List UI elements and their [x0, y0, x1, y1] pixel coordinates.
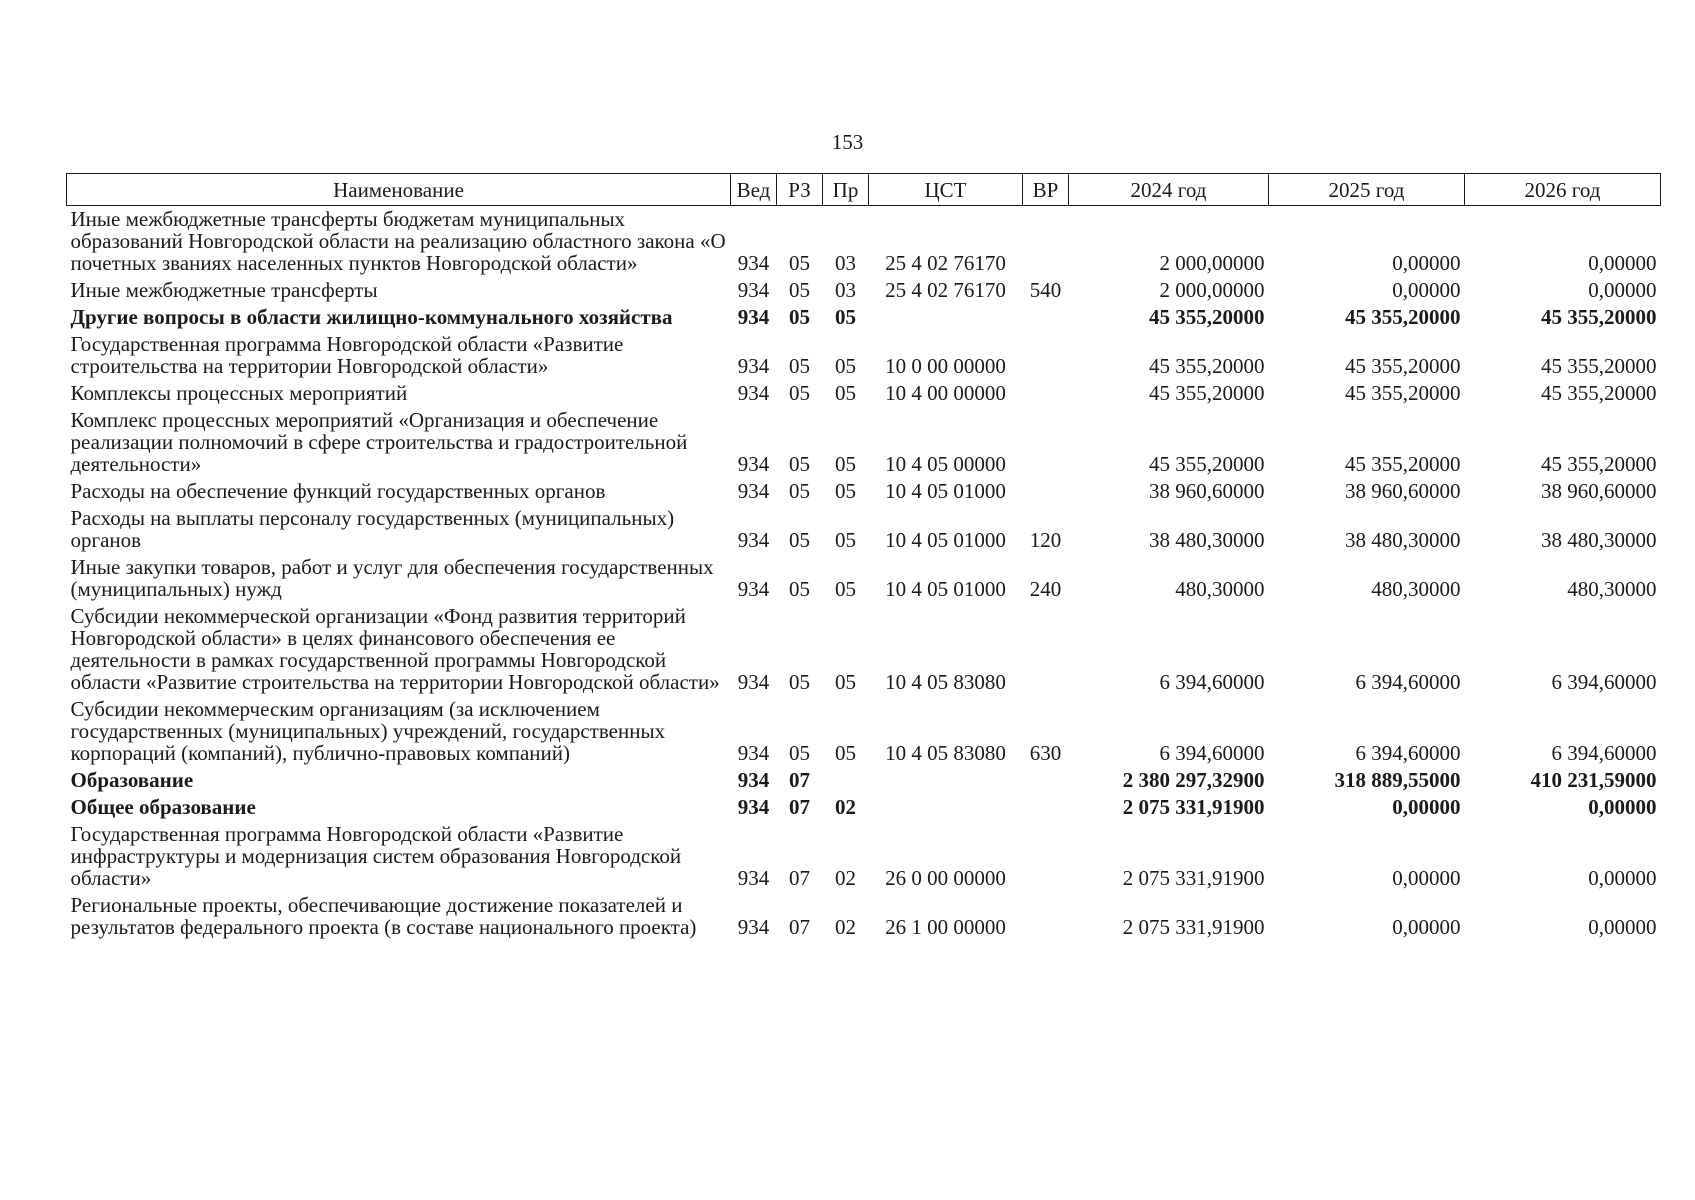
- cell-2025: 45 355,20000: [1345, 305, 1461, 329]
- cell-name: Комплекс процессных мероприятий «Организация и обеспечение реализации полномочий в сфере строительства и градостроительной деятельности»: [70, 408, 688, 476]
- cell-pr: 05: [835, 305, 856, 329]
- cell-2024: 45 355,20000: [1149, 354, 1265, 378]
- cell-name: Общее образование: [70, 795, 256, 819]
- table-row: [67, 331, 1661, 380]
- cell-cst: 25 4 02 76170: [885, 278, 1006, 302]
- cell-2024: 6 394,60000: [1159, 670, 1265, 694]
- cell-2024: 2 000,00000: [1159, 251, 1265, 275]
- cell-2025: 318 889,55000: [1334, 768, 1461, 792]
- table-row: [67, 304, 1661, 331]
- cell-vr: [1023, 478, 1069, 505]
- cell-name: Иные закупки товаров, работ и услуг для обеспечения государственных (муниципальных) нужд: [70, 555, 714, 601]
- cell-pr: 05: [835, 381, 856, 405]
- cell-2026: 6 394,60000: [1551, 741, 1657, 765]
- cell-vr: [1023, 603, 1069, 696]
- cell-2025: 38 960,60000: [1345, 479, 1461, 503]
- cell-rz: 05: [789, 670, 810, 694]
- cell-vr: [1023, 380, 1069, 407]
- cell-2026: 38 480,30000: [1541, 528, 1657, 552]
- cell-ved: 934: [737, 251, 770, 275]
- cell-pr: 05: [835, 577, 856, 601]
- cell-rz: 05: [789, 479, 810, 503]
- cell-pr: 05: [835, 741, 856, 765]
- table-row: [67, 380, 1661, 407]
- table-header: [67, 174, 1661, 206]
- cell-2026: 410 231,59000: [1530, 768, 1657, 792]
- cell-pr: 05: [835, 670, 856, 694]
- cell-ved: 934: [737, 866, 770, 890]
- cell-name: Расходы на обеспечение функций государственных органов: [70, 479, 606, 503]
- cell-ved: 934: [737, 915, 770, 939]
- cell-pr: 02: [835, 795, 856, 819]
- cell-2024: 38 960,60000: [1149, 479, 1265, 503]
- cell-pr: 05: [835, 528, 856, 552]
- cell-rz: 05: [789, 381, 810, 405]
- cell-2025: 0,00000: [1392, 915, 1461, 939]
- cell-2026: 45 355,20000: [1541, 452, 1657, 476]
- cell-name: Региональные проекты, обеспечивающие достижение показателей и результатов федерального проекта (в составе национального проекта): [70, 893, 697, 939]
- cell-cst: 10 4 05 01000: [885, 528, 1006, 552]
- cell-2026: 480,30000: [1567, 577, 1657, 601]
- cell-cst: 10 4 05 83080: [885, 670, 1006, 694]
- cell-2026: 45 355,20000: [1541, 381, 1657, 405]
- table-row: [67, 821, 1661, 892]
- table-row: [67, 407, 1661, 478]
- table-row: [67, 206, 1661, 278]
- cell-2025: 45 355,20000: [1345, 381, 1461, 405]
- table-row: [67, 767, 1661, 794]
- cell-2026: 6 394,60000: [1551, 670, 1657, 694]
- cell-rz: 05: [789, 305, 810, 329]
- cell-pr: 03: [835, 251, 856, 275]
- cell-vr: [1023, 206, 1069, 278]
- cell-vr: [1023, 892, 1069, 941]
- cell-2024: 480,30000: [1175, 577, 1265, 601]
- cell-2025: 45 355,20000: [1345, 354, 1461, 378]
- cell-2025: 0,00000: [1392, 251, 1461, 275]
- cell-cst: [869, 304, 1023, 331]
- cell-rz: 05: [789, 251, 810, 275]
- table-row: [67, 277, 1661, 304]
- cell-2025: 0,00000: [1392, 278, 1461, 302]
- cell-ved: 934: [737, 305, 770, 329]
- cell-vr: 240: [1029, 577, 1062, 601]
- cell-pr: [823, 767, 869, 794]
- cell-rz: 05: [789, 577, 810, 601]
- cell-name: Государственная программа Новгородской области «Развитие инфраструктуры и модернизация систем образования Новгородской области»: [70, 822, 682, 890]
- header-rz: РЗ: [777, 174, 823, 206]
- cell-pr: 05: [835, 479, 856, 503]
- cell-cst: [869, 794, 1023, 821]
- cell-2024: 2 075 331,91900: [1122, 795, 1265, 819]
- table-row: [67, 794, 1661, 821]
- cell-name: Субсидии некоммерческим организациям (за исключением государственных (муниципальных) учреждений, государственных корпораций (компаний), публично-правовых компаний): [70, 697, 666, 765]
- cell-2026: 0,00000: [1588, 915, 1657, 939]
- cell-ved: 934: [737, 670, 770, 694]
- cell-cst: [869, 767, 1023, 794]
- table-row: [67, 696, 1661, 767]
- cell-cst: 10 4 05 01000: [885, 577, 1006, 601]
- cell-2025: 0,00000: [1392, 866, 1461, 890]
- cell-name: Комплексы процессных мероприятий: [70, 381, 408, 405]
- cell-cst: 10 4 00 00000: [885, 381, 1006, 405]
- cell-2024: 45 355,20000: [1149, 305, 1265, 329]
- cell-pr: 03: [835, 278, 856, 302]
- header-2024: 2024 год: [1069, 174, 1269, 206]
- cell-cst: 10 0 00 00000: [885, 354, 1006, 378]
- header-2026: 2026 год: [1465, 174, 1661, 206]
- header-cst: ЦСТ: [869, 174, 1023, 206]
- cell-2026: 45 355,20000: [1541, 305, 1657, 329]
- cell-name: Другие вопросы в области жилищно-коммунального хозяйства: [70, 305, 673, 329]
- cell-cst: 10 4 05 00000: [885, 452, 1006, 476]
- cell-pr: 02: [835, 915, 856, 939]
- cell-ved: 934: [737, 381, 770, 405]
- cell-rz: 05: [789, 741, 810, 765]
- cell-rz: 05: [789, 528, 810, 552]
- cell-cst: 26 1 00 00000: [885, 915, 1006, 939]
- cell-ved: 934: [737, 528, 770, 552]
- cell-rz: 07: [789, 768, 810, 792]
- cell-2024: 6 394,60000: [1159, 741, 1265, 765]
- cell-2024: 45 355,20000: [1149, 381, 1265, 405]
- table-row: [67, 478, 1661, 505]
- cell-2026: 0,00000: [1588, 278, 1657, 302]
- cell-pr: 05: [835, 354, 856, 378]
- cell-vr: [1023, 821, 1069, 892]
- cell-name: Государственная программа Новгородской области «Развитие строительства на территории Новгородской области»: [70, 332, 624, 378]
- cell-ved: 934: [737, 354, 770, 378]
- cell-cst: 26 0 00 00000: [885, 866, 1006, 890]
- cell-2024: 2 000,00000: [1159, 278, 1265, 302]
- header-ved: Вед: [731, 174, 777, 206]
- cell-ved: 934: [737, 768, 770, 792]
- budget-table: [66, 173, 1661, 941]
- cell-2026: 45 355,20000: [1541, 354, 1657, 378]
- table-row: [67, 603, 1661, 696]
- cell-vr: [1023, 407, 1069, 478]
- cell-ved: 934: [737, 795, 770, 819]
- cell-2024: 2 380 297,32900: [1122, 768, 1265, 792]
- cell-2026: 0,00000: [1588, 866, 1657, 890]
- cell-vr: 540: [1029, 278, 1062, 302]
- cell-2024: 45 355,20000: [1149, 452, 1265, 476]
- cell-vr: [1023, 331, 1069, 380]
- cell-2026: 0,00000: [1588, 251, 1657, 275]
- cell-2025: 45 355,20000: [1345, 452, 1461, 476]
- header-pr: Пр: [823, 174, 869, 206]
- cell-2025: 6 394,60000: [1355, 741, 1461, 765]
- cell-pr: 05: [835, 452, 856, 476]
- cell-ved: 934: [737, 278, 770, 302]
- cell-2024: 2 075 331,91900: [1122, 866, 1265, 890]
- cell-rz: 07: [789, 866, 810, 890]
- page-number: 153: [831, 130, 864, 154]
- cell-rz: 05: [789, 354, 810, 378]
- cell-ved: 934: [737, 452, 770, 476]
- table-row: [67, 892, 1661, 941]
- header-vr: ВР: [1023, 174, 1069, 206]
- cell-vr: [1023, 767, 1069, 794]
- cell-cst: 25 4 02 76170: [885, 251, 1006, 275]
- cell-ved: 934: [737, 479, 770, 503]
- cell-rz: 07: [789, 795, 810, 819]
- cell-2024: 38 480,30000: [1149, 528, 1265, 552]
- cell-2025: 38 480,30000: [1345, 528, 1461, 552]
- header-name: Наименование: [67, 174, 731, 206]
- cell-rz: 05: [789, 452, 810, 476]
- cell-name: Иные межбюджетные трансферты бюджетам муниципальных образований Новгородской области на реализацию областного закона «О почетных званиях населенных пунктов Новгородской области»: [70, 207, 726, 275]
- header-2025: 2025 год: [1269, 174, 1465, 206]
- table-row: [67, 554, 1661, 603]
- cell-rz: 07: [789, 915, 810, 939]
- cell-2025: 0,00000: [1392, 795, 1461, 819]
- cell-pr: 02: [835, 866, 856, 890]
- cell-vr: [1023, 794, 1069, 821]
- cell-name: Расходы на выплаты персоналу государственных (муниципальных) органов: [70, 506, 675, 552]
- cell-name: Субсидии некоммерческой организации «Фонд развития территорий Новгородской области» в целях финансового обеспечения ее деятельности в рамках государственной программы Новгородской области «Развитие строительства на территории Новгородской области»: [70, 604, 720, 694]
- cell-2026: 0,00000: [1588, 795, 1657, 819]
- cell-ved: 934: [737, 577, 770, 601]
- cell-2025: 480,30000: [1371, 577, 1461, 601]
- cell-cst: 10 4 05 01000: [885, 479, 1006, 503]
- cell-vr: [1023, 304, 1069, 331]
- cell-2025: 6 394,60000: [1355, 670, 1461, 694]
- cell-vr: 630: [1029, 741, 1062, 765]
- table-body: [67, 206, 1661, 942]
- cell-name: Образование: [70, 768, 194, 792]
- cell-ved: 934: [737, 741, 770, 765]
- cell-name: Иные межбюджетные трансферты: [70, 278, 378, 302]
- cell-2026: 38 960,60000: [1541, 479, 1657, 503]
- cell-cst: 10 4 05 83080: [885, 741, 1006, 765]
- table-row: [67, 505, 1661, 554]
- cell-rz: 05: [789, 278, 810, 302]
- cell-2024: 2 075 331,91900: [1122, 915, 1265, 939]
- cell-vr: 120: [1029, 528, 1062, 552]
